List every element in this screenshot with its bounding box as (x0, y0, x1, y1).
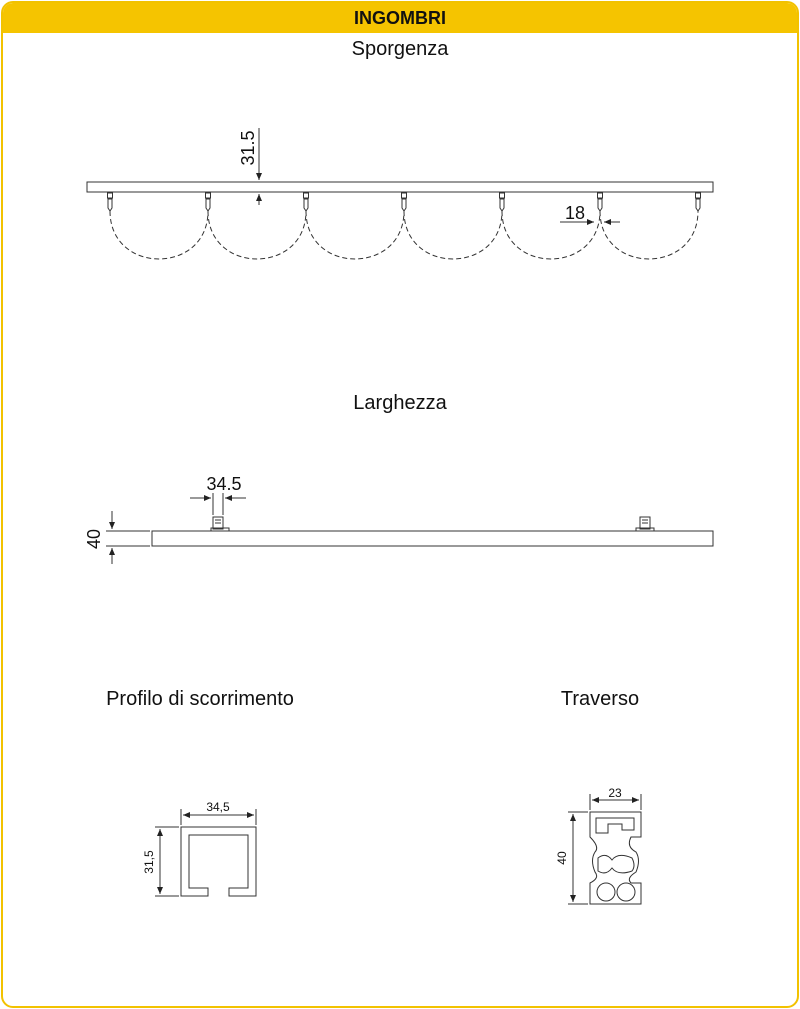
carrier-icon (696, 193, 701, 211)
lower-hole-right (617, 883, 635, 901)
carrier-icon (206, 193, 211, 211)
dim-label-gap: 18 (564, 203, 586, 223)
dim-label-height: 40 (84, 528, 104, 550)
rail (87, 182, 713, 192)
profilo-title: Profilo di scorrimento (106, 688, 294, 710)
sporgenza-title: Sporgenza (351, 38, 449, 60)
dim-label-width: 23 (608, 786, 622, 800)
dim-label-width: 34.5 (206, 474, 242, 494)
drape-arc (306, 211, 404, 259)
carrier-icon (598, 193, 603, 211)
dim-label-height: 40 (555, 851, 569, 865)
dim-label-width: 34,5 (206, 800, 230, 814)
carrier-icon (304, 193, 309, 211)
larghezza-view (106, 493, 713, 564)
drape-arc (110, 211, 208, 259)
rail-side (152, 531, 713, 546)
sporgenza-view (87, 128, 713, 259)
end-carrier-left (211, 517, 229, 531)
dim-label-height: 31,5 (142, 850, 156, 874)
drape-arc (404, 211, 502, 259)
middle-slot (598, 855, 634, 872)
carriers (108, 193, 701, 211)
traverso-title: Traverso (560, 688, 640, 710)
page-title: INGOMBRI (3, 3, 797, 33)
carrier-icon (500, 193, 505, 211)
traverso-section (568, 794, 641, 904)
drape-arcs (110, 211, 698, 259)
drape-arc (600, 211, 698, 259)
profilo-section (155, 809, 256, 896)
profile-outline (181, 827, 256, 896)
dim-label-height: 31.5 (238, 130, 258, 166)
carrier-icon (402, 193, 407, 211)
larghezza-title: Larghezza (353, 392, 447, 414)
lower-hole-left (597, 883, 615, 901)
drape-arc (502, 211, 600, 259)
drape-arc (208, 211, 306, 259)
upper-slot (596, 818, 634, 833)
carrier-icon (108, 193, 113, 211)
end-carrier-right (636, 517, 654, 531)
